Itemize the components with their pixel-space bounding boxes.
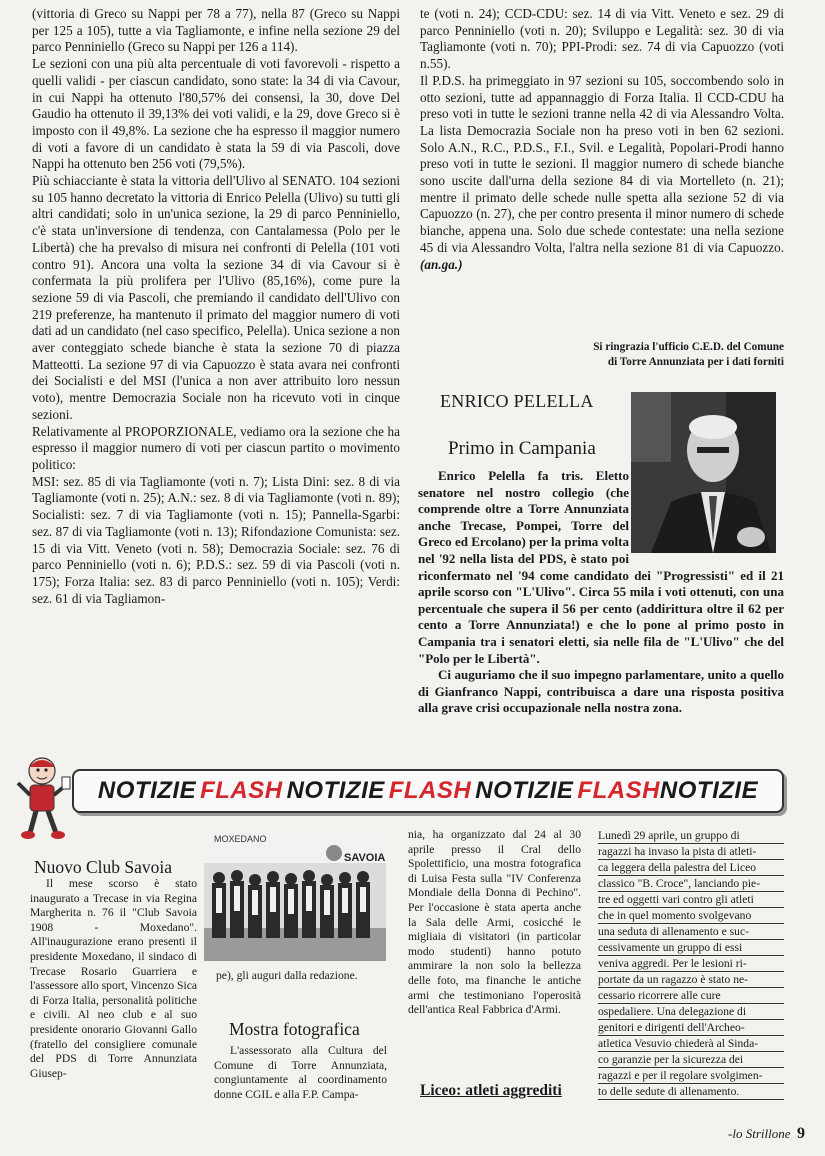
banner-flash: FLASH bbox=[577, 777, 660, 804]
savoia-text: Il mese scorso è stato inaugurato a Trecase in via Regina Margherita n. 76 il "Club Savoia 1908 - Moxedano". All'inaugurazione erano presenti il presidente Moxedano, il sindaco di Trecase Rosario Guarriera e l'assessore allo sport, Vincenzo Sica di Forza Italia, personalità politiche e civili. Al neo club e al suo presidente onorario Giovanni Gallo (fratello del consigliere comunale del PDS di Torre Annunziata Giusep- bbox=[30, 877, 197, 1080]
banner-flash: FLASH bbox=[200, 777, 283, 804]
liceo-line: ragazzi e per il regolare svolgimen- bbox=[598, 1068, 784, 1084]
paragraph-text: Enrico Pelella fa tris. Eletto senatore nel nostro collegio (che comprende oltre a Torre Annunziata anche Trecase, Pompei, Torre del Greco ed Ercolano) per la prima volta nel '92 nella lista del PDS, è stato poi riconfermato nel '94 come candidato dei "Progressisti" ed il 21 aprile scorso con "L'Ulivo". Circa 55 mila i voti ottenuti, con una percentuale che supera il 56 per cento (addirittura oltre il 62 per cento a Torre Annunziata!) e che lo pone al primo posto in Campania tra i senatori eletti, sia nelle fila de "L'Ulivo" che del "Polo per le Libertà". bbox=[418, 468, 784, 666]
photo-sign-text: MOXEDANO bbox=[214, 834, 267, 844]
page-number: 9 bbox=[797, 1125, 805, 1142]
credit-line: Si ringrazia l'ufficio C.E.D. del Comune bbox=[593, 341, 784, 353]
savoia-photo-continuation: pe), gli auguri dalla redazione. bbox=[216, 969, 358, 982]
mascot-icon bbox=[12, 755, 72, 841]
group-photo-image bbox=[204, 833, 386, 961]
banner-word: NOTIZIE bbox=[97, 777, 197, 804]
liceo-line: atletica Vesuvio chiederà al Sinda- bbox=[598, 1036, 784, 1052]
banner-flash: FLASH bbox=[388, 777, 472, 804]
liceo-line: che in quel momento svolgevano bbox=[598, 908, 784, 924]
article-right-column bbox=[420, 6, 784, 273]
paragraph-text: Il P.D.S. ha primeggiato in 97 sezioni su 105, soccombendo solo in otto sezioni, tutte ad appannaggio di Forza Italia. Il CCD-CDU ha preso voti in tutte le sezioni tranne nella 42 di via Alessandro Volta. La lista Democrazia Sociale non ha preso voti in ben 62 sezioni. Solo A.N., R.C., P.D.S., F.I., Svil. e Legalità, Popolari-Prodi hanno preso voti in tutte le sezioni. Il maggior numero di schede bianche sono uscite dall'urna della sezione 84 di via Mortelleto (n. 21); mentre il primato delle schede nulle spetta alla sezione 52 di via Capuozzo (n. 27), che per contro presenta il minor numero di schede bianche, appena una. Solo due schede contestate: una nella sezione 45 di via Alessandro Volta, l'altra nella sezione 81 di via Capuozzo. bbox=[420, 72, 784, 255]
liceo-line: ospedaliere. Una delegazione di bbox=[598, 1004, 784, 1020]
paragraph: Le sezioni con una più alta percentuale di voti favorevoli - rispetto a quelli validi - per ciascun candidato, sono state: la 34 di via Cavour, in cui Nappi ha ottenuto l'80,57% dei consensi, la 30, dove Del Gaudio ha ottenuto il 39,13% dei voti validi, e la 29, dove Greco si è imposto con il 49,8%. La sezione che ha espresso il maggior numero di voti a favore di un candidato è stata la 59 di via Pascoli, dove Nappi ha ottenuto ben 256 voti (79,5%). bbox=[32, 56, 400, 172]
paragraph bbox=[420, 73, 784, 273]
liceo-line: genitori e dirigenti dell'Archeo- bbox=[598, 1020, 784, 1036]
savoia-photo bbox=[204, 833, 386, 961]
paragraph: Più schiacciante è stata la vittoria dell'Ulivo al SENATO. 104 sezioni su 105 hanno decretato la vittoria di Enrico Pelella (Ulivo) su tutti gli altri candidati; solo in un'unica sezione, la 29 di parco Penniniello, c'è stata un'inversione di tendenza, con Cantalamessa (Polo per le Libertà) che ha prevalso di misura nei confronti di Pelella (101 voti contro 91). Ancora una volta la sezione 34 di via Cavour si è confermata la più prolifera per l'Ulivo (85,16%), come pure la sezione 59 di via Pascoli, che premiando il candidato dell'Ulivo con 219 preferenze, ha mantenuto il primato del maggior numero di voti dati ad un candidato (nel caso specifico, Pelella). Unica sezione a non aver conteggiato schede bianche è stata la sezione 70 di piazza Matteotti. La sezione 97 di via Capuozzo è stata avara nei confronti dei Socialisti e del MSI (l'unica a non aver attribuito loro nessun voto), mentre Democrazia Sociale non ha ricevuto voti in cinque sezioni. bbox=[32, 173, 401, 422]
liceo-line: cessario ricorrere alle cure bbox=[598, 988, 784, 1004]
pelella-name: ENRICO PELELLA bbox=[440, 391, 594, 411]
paragraph bbox=[418, 468, 784, 667]
liceo-line: classico "B. Croce", lanciando pie- bbox=[598, 876, 784, 892]
mostra-title: Mostra fotografica bbox=[229, 1019, 360, 1039]
pelella-headline: Primo in Campania bbox=[448, 438, 596, 459]
paragraph: (vittoria di Greco su Nappi per 78 a 77), nella 87 (Greco su Nappi per 125 a 105), tutte a via Tagliamonte, e infine nella sezione 29 del parco Penniniello (Greco su Nappi per 126 a 114). bbox=[32, 6, 400, 55]
banner-word: NOTIZIE bbox=[286, 777, 385, 804]
pelella-text bbox=[418, 468, 784, 717]
liceo-line: portate da un ragazzo è stato ne- bbox=[598, 972, 784, 988]
notizie-flash-banner bbox=[72, 769, 784, 813]
paragraph: Ci auguriamo che il suo impegno parlamentare, unito a quello di Gianfranco Nappi, contribuisca a dare una risposta positiva alla grave crisi occupazionale nella nostra zona. bbox=[418, 667, 784, 716]
liceo-line: cessivamente un gruppo di essi bbox=[598, 940, 784, 956]
credit-line: di Torre Annunziata per i dati forniti bbox=[607, 356, 784, 368]
liceo-line: una seduta di allenamento e suc- bbox=[598, 924, 784, 940]
liceo-line: ca leggera della palestra del Liceo bbox=[598, 860, 784, 876]
liceo-line: veniva aggredi. Per le lesioni ri- bbox=[598, 956, 784, 972]
banner-word: NOTIZIE bbox=[659, 777, 759, 804]
paragraph: MSI: sez. 85 di via Tagliamonte (voti n. 7); Lista Dini: sez. 8 di via Tagliamonte (voti n. 25); A.N.: sez. 8 di via Tagliamonte (voti n. 89); Socialisti: sez. 7 di via Tagliamonte (voti n. 15); Pannella-Sgarbi: sez. 87 di via Tagliamonte (voti n. 13); Rifondazione Comunista: sez. 15 di via Vitt. Veneto (voti n. 58); Democrazia Sociale: sez. 76 di parco Penniniello (voti n. 6); P.D.S.: sez. 59 di via Pascoli (voti n. 175); Forza Italia: sez. 83 di parco Penniniello (voti n. 105); Verdi: sez. 61 di via Tagliamon- bbox=[32, 473, 400, 606]
liceo-line: co garanzie per la sicurezza dei bbox=[598, 1052, 784, 1068]
savoia-title: Nuovo Club Savoia bbox=[34, 857, 173, 877]
author-signature: (an.ga.) bbox=[420, 256, 463, 272]
liceo-line: Lunedì 29 aprile, un gruppo di bbox=[598, 828, 784, 844]
photo-spacer bbox=[629, 468, 784, 566]
paragraph: Relativamente al PROPORZIONALE, vediamo ora la sezione che ha espresso il maggior numero di voti per ciascun partito o movimento politico: bbox=[32, 423, 400, 472]
mostra-text-continued: nia, ha organizzato dal 24 al 30 aprile presso il Cral dello Spolettificio, una mostra fotografica di Luisa Festa sulla "IV Conferenza Mondiale della Donna di Pechino". Per l'occasione è stata aperta anche la Sala delle Armi, cosicché le migliaia di visitatori (in particolar modo studenti) hanno potuto ammirare la non solo la bellezza delle foto, ma finanche le antiche armi che testimoniano l'operosità dell'antica Real Fabbrica d'Armi. bbox=[408, 828, 581, 1017]
magazine-name: lo Strillone bbox=[732, 1126, 791, 1141]
liceo-line: ragazzi ha invaso la pista di atleti- bbox=[598, 844, 784, 860]
liceo-title: Liceo: atleti aggrediti bbox=[420, 1082, 562, 1099]
photo-sign-text: SAVOIA bbox=[344, 852, 386, 864]
page-footer: -lo Strillone 9 bbox=[728, 1125, 805, 1142]
liceo-line: to delle sedute di allenamento. bbox=[598, 1084, 784, 1100]
banner-word: NOTIZIE bbox=[475, 777, 574, 804]
credits bbox=[470, 340, 784, 370]
paragraph: te (voti n. 24); CCD-CDU: sez. 14 di via Vitt. Veneto e sez. 29 di parco Penniniello (voti n. 20); Sviluppo e Legalità: sez. 30 di via Tagliamonte (voti n. 70); PPI-Prodi: sez. 74 di via Capuozzo (voti n.55). bbox=[420, 6, 784, 72]
mostra-text: L'assessorato alla Cultura del Comune di Torre Annunziata, congiuntamente al coordinamento donne CGIL e alla F.P. Campa- bbox=[214, 1044, 387, 1101]
article-left-column bbox=[32, 6, 400, 607]
liceo-line: tre ed oggetti vari contro gli atleti bbox=[598, 892, 784, 908]
liceo-text bbox=[598, 828, 784, 1100]
